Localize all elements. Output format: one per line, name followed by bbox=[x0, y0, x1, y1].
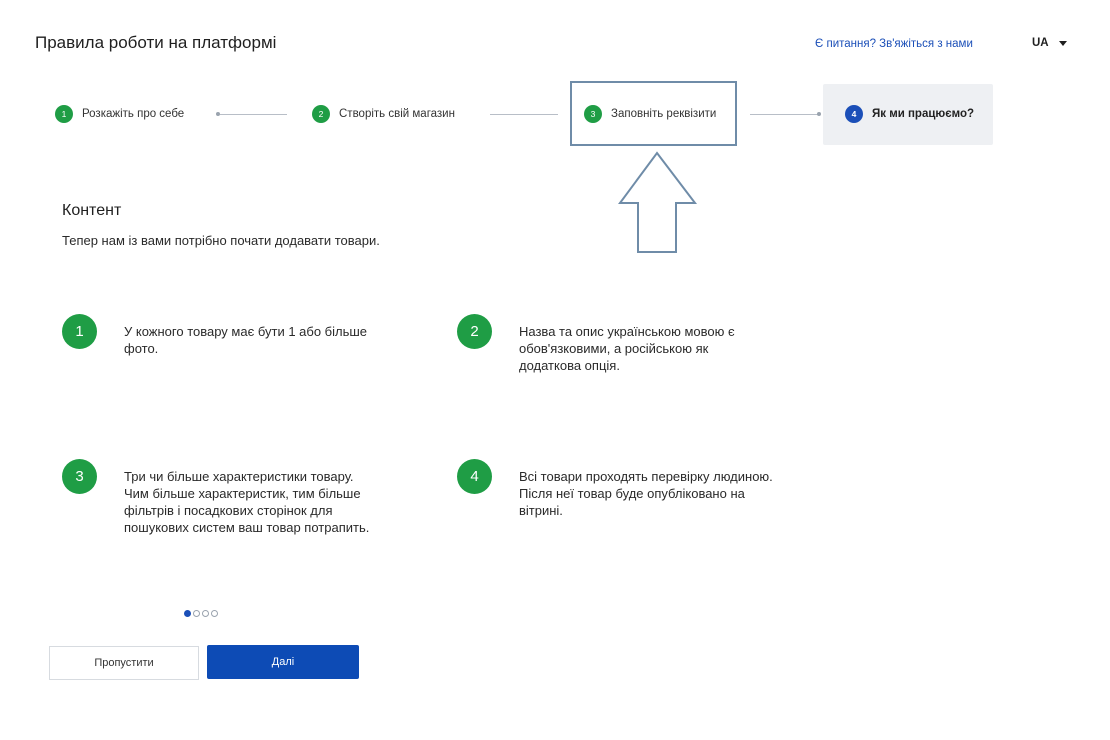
rule-4-text bbox=[519, 468, 773, 519]
step-1[interactable] bbox=[55, 105, 184, 123]
rule-2-line: Назва та опис українською мовою є bbox=[519, 324, 735, 339]
rule-2-line: обов'язковими, а російською як bbox=[519, 341, 709, 356]
page-title: Правила роботи на платформі bbox=[35, 33, 277, 52]
highlight-box bbox=[570, 81, 737, 146]
rule-3-number: 3 bbox=[62, 459, 97, 494]
rule-3-line: Чим більше характеристик, тим більше bbox=[124, 486, 361, 501]
step-3-number: 3 bbox=[584, 105, 602, 123]
pagination-dots bbox=[184, 610, 218, 617]
chevron-down-icon bbox=[1059, 41, 1067, 46]
step-2[interactable] bbox=[312, 105, 455, 123]
rule-1-line: фото. bbox=[124, 341, 159, 356]
step-connector bbox=[490, 114, 558, 115]
step-connector bbox=[750, 114, 818, 115]
rule-1-line: У кожного товару має бути 1 або більше bbox=[124, 324, 368, 339]
pagination-dot-3[interactable] bbox=[202, 610, 209, 617]
rule-2-line: додаткова опція. bbox=[519, 358, 620, 373]
rule-4-line: вітрині. bbox=[519, 503, 563, 518]
rule-4-number: 4 bbox=[457, 459, 492, 494]
rule-2-text bbox=[519, 323, 735, 374]
pagination-dot-1[interactable] bbox=[184, 610, 191, 617]
rule-1-number: 1 bbox=[62, 314, 97, 349]
rule-4-line: Після неї товар буде опубліковано на bbox=[519, 486, 745, 501]
step-4-label: Як ми працюємо? bbox=[872, 108, 975, 120]
step-2-label: Створіть свій магазин bbox=[339, 108, 455, 120]
language-label: UA bbox=[1032, 37, 1049, 49]
step-1-number: 1 bbox=[55, 105, 73, 123]
step-2-number: 2 bbox=[312, 105, 330, 123]
rule-3-line: пошукових систем ваш товар потрапить. bbox=[124, 520, 370, 535]
language-selector[interactable] bbox=[1032, 37, 1067, 49]
skip-button[interactable]: Пропустити bbox=[49, 646, 199, 680]
pagination-dot-4[interactable] bbox=[211, 610, 218, 617]
step-3-label: Заповніть реквізити bbox=[611, 108, 717, 120]
content-heading: Контент bbox=[62, 202, 122, 219]
step-1-label: Розкажіть про себе bbox=[82, 108, 185, 120]
pagination-dot-2[interactable] bbox=[193, 610, 200, 617]
rule-4-line: Всі товари проходять перевірку людиною. bbox=[519, 469, 773, 484]
contact-us-link[interactable]: Є питання? Зв'яжіться з нами bbox=[815, 38, 973, 50]
rule-3-line: Три чи більше характеристики товару. bbox=[124, 469, 354, 484]
step-4-number: 4 bbox=[845, 105, 863, 123]
next-button[interactable]: Далі bbox=[207, 645, 359, 679]
rule-2-number: 2 bbox=[457, 314, 492, 349]
step-connector bbox=[220, 114, 287, 115]
content-subtitle: Тепер нам із вами потрібно почати додавати товари. bbox=[62, 233, 380, 248]
rule-1-text bbox=[124, 323, 367, 357]
rule-3-text bbox=[124, 468, 369, 536]
step-connector-dot bbox=[817, 112, 821, 116]
up-arrow-icon bbox=[618, 151, 698, 255]
step-4[interactable] bbox=[845, 105, 974, 123]
rule-3-line: фільтрів і посадкових сторінок для bbox=[124, 503, 333, 518]
